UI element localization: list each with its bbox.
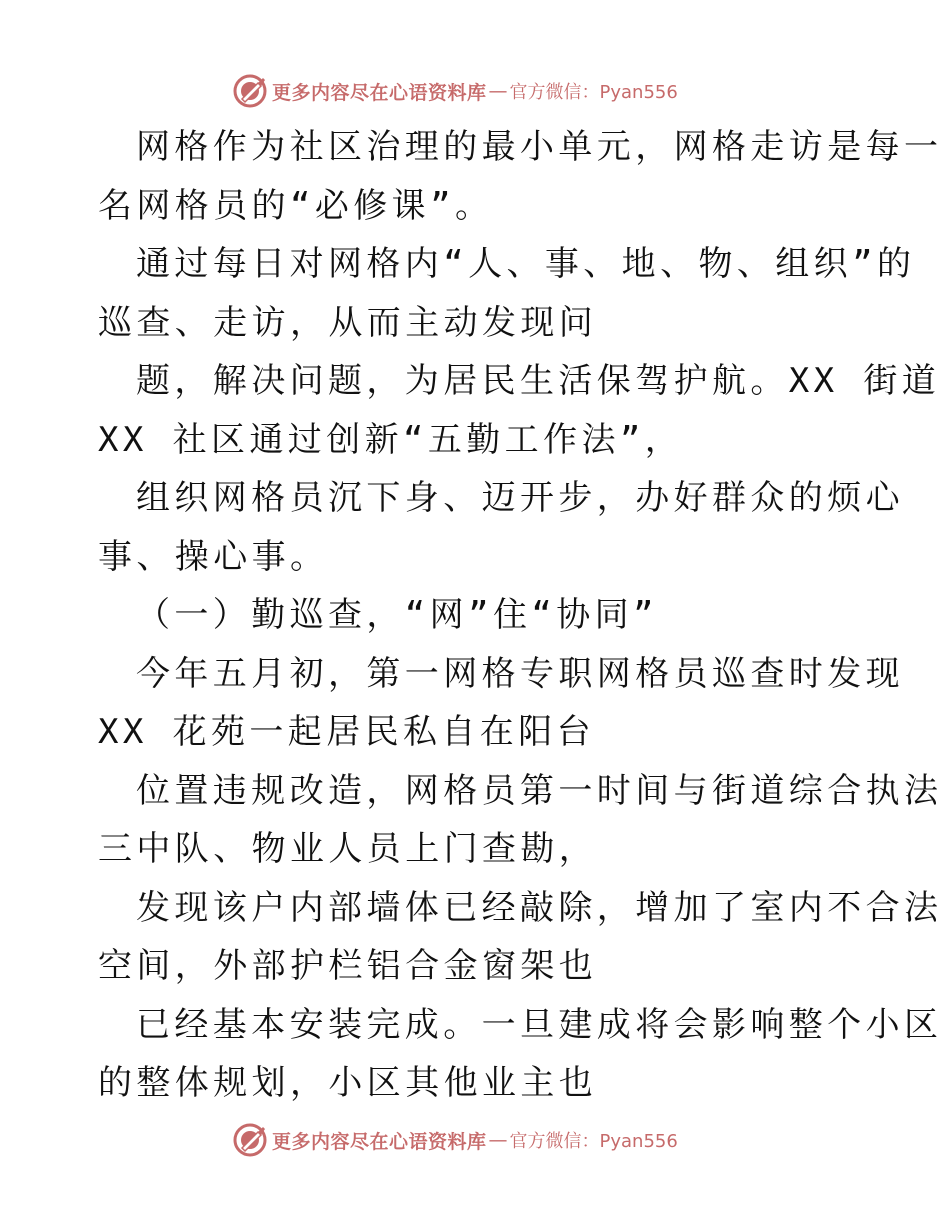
body-text	[98, 118, 943, 1113]
text-line: 组织网格员沉下身、迈开步，办好群众的烦心	[136, 478, 904, 518]
text-line: 的整体规划，小区其他业主也	[98, 1063, 598, 1103]
text-line: 通过每日对网格内“人、事、地、物、组织”的	[136, 244, 916, 284]
pen-logo-icon	[232, 73, 268, 109]
text-line: 三中队、物业人员上门查勘，	[98, 829, 598, 869]
text-line: 名网格员的“必修课”。	[98, 185, 494, 226]
text-line: XX 花苑一起居民私自在阳台	[98, 712, 596, 752]
text-line: 位置违规改造，网格员第一时间与街道综合执法	[136, 770, 943, 811]
banner-wechat-text: 官方微信：Pyan556	[509, 1131, 678, 1152]
banner-brand-text: 更多内容尽在心语资料库	[272, 81, 487, 104]
header-banner	[232, 71, 678, 111]
text-line: XX 社区通过创新“五勤工作法”，	[98, 419, 684, 460]
text-line: 今年五月初，第一网格专职网格员巡查时发现	[136, 653, 904, 694]
banner-wechat-text: 官方微信：Pyan556	[509, 82, 678, 103]
text-line: 空间，外部护栏铝合金窗架也	[98, 946, 598, 986]
banner-dash: —	[488, 80, 508, 102]
pen-logo-icon	[232, 1122, 268, 1158]
banner-dash: —	[488, 1129, 508, 1151]
text-line: 已经基本安装完成。一旦建成将会影响整个小区	[136, 1004, 943, 1045]
text-line: 网格作为社区治理的最小单元，网格走访是每一	[136, 127, 943, 167]
footer-banner	[232, 1120, 678, 1160]
text-line: 事、操心事。	[98, 536, 329, 577]
text-line: 巡查、走访，从而主动发现问	[98, 302, 598, 343]
section-heading: （一）勤巡查，“网”住“协同”	[136, 595, 658, 635]
text-line: 题，解决问题，为居民生活保驾护航。XX 街道	[136, 361, 941, 401]
banner-brand-text: 更多内容尽在心语资料库	[272, 1130, 487, 1153]
text-line: 发现该户内部墙体已经敲除，增加了室内不合法	[136, 887, 943, 928]
